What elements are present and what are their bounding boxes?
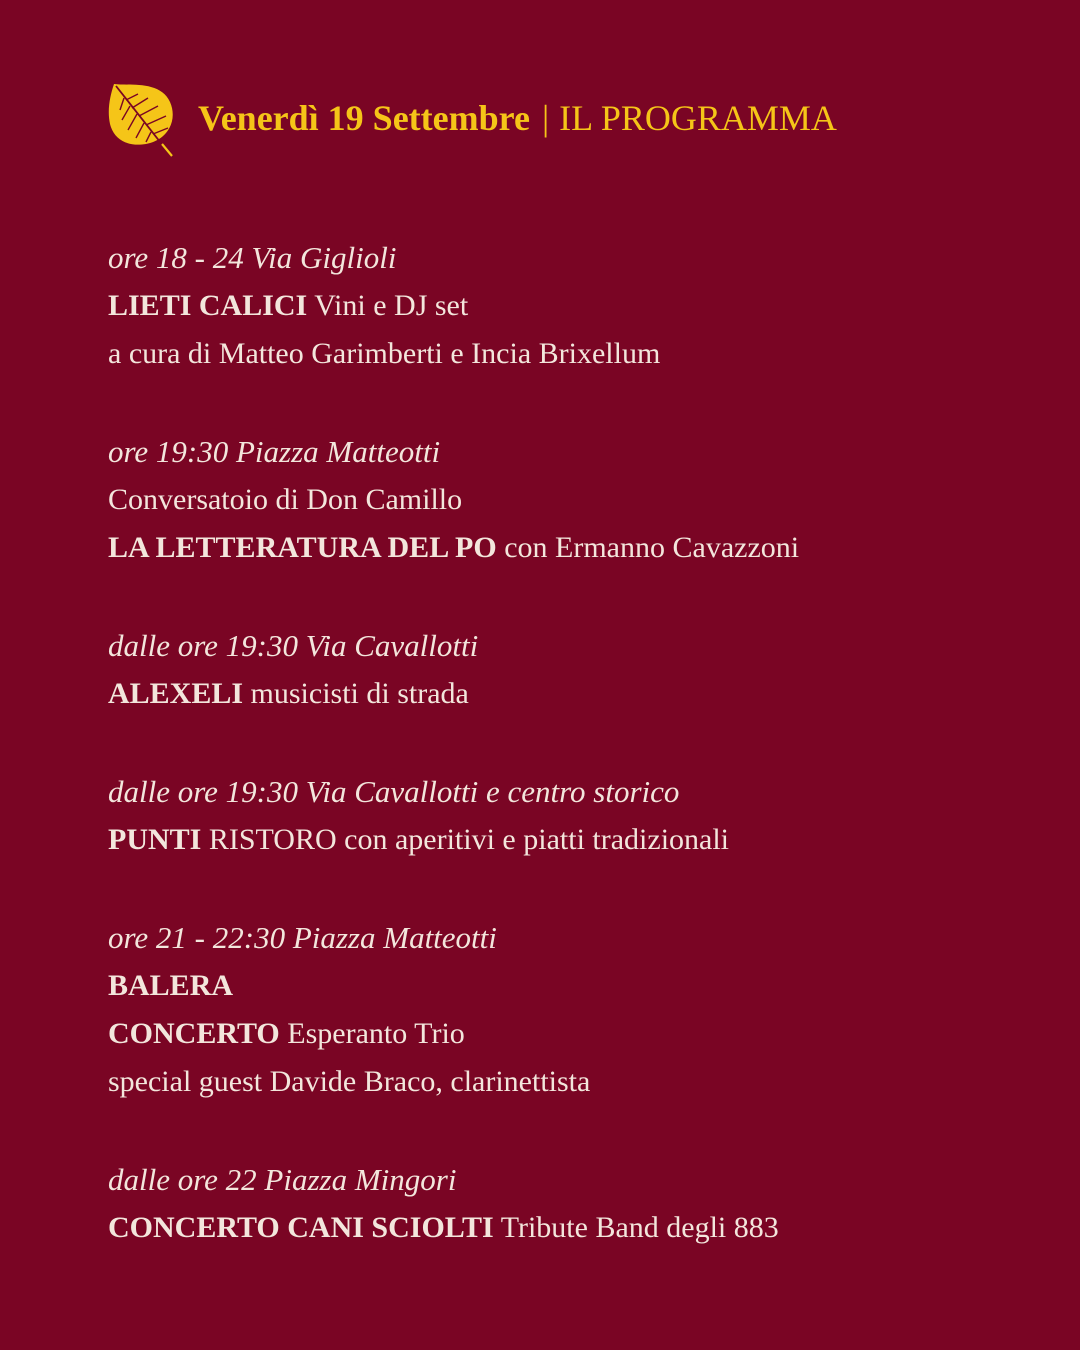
event-highlight: BALERA — [108, 969, 234, 1002]
event-detail: RISTORO con aperitivi e piatti tradizionali — [201, 823, 730, 856]
event-date: Venerdì 19 Settembre — [198, 98, 530, 138]
event-time-location: dalle ore 22 Piazza Mingori — [108, 1162, 457, 1197]
event-line — [108, 526, 1048, 574]
program-title: IL PROGRAMMA — [559, 98, 837, 138]
event-item — [108, 770, 1048, 866]
event-time-location: dalle ore 19:30 Via Cavallotti — [108, 628, 479, 663]
event-highlight: CONCERTO — [108, 1017, 280, 1050]
event-detail: Tribute Band degli 883 — [493, 1211, 779, 1244]
event-detail: Esperanto Trio — [279, 1017, 465, 1050]
event-time-location: dalle ore 19:30 Via Cavallotti e centro storico — [108, 774, 680, 809]
title-separator: | — [541, 98, 550, 138]
event-highlight: LIETI CALICI — [108, 289, 308, 322]
event-highlight: CONCERTO CANI SCIOLTI — [108, 1211, 494, 1244]
event-line — [108, 284, 1048, 332]
event-item — [108, 430, 1048, 574]
header — [108, 80, 837, 160]
event-item — [108, 916, 1048, 1108]
event-line — [108, 1060, 1048, 1108]
event-line — [108, 478, 1048, 526]
event-time-location: ore 21 - 22:30 Piazza Matteotti — [108, 920, 497, 955]
event-line — [108, 332, 1048, 380]
event-detail: a cura di Matteo Garimberti e Incia Brixellum — [108, 337, 661, 370]
event-line — [108, 818, 1048, 866]
program-list — [108, 236, 1048, 1254]
event-highlight: ALEXELI — [108, 677, 244, 710]
event-time-location: ore 18 - 24 Via Giglioli — [108, 240, 397, 275]
header-title — [198, 98, 837, 138]
leaf-icon — [108, 80, 178, 160]
event-time-location: ore 19:30 Piazza Matteotti — [108, 434, 441, 469]
event-highlight: PUNTI — [108, 823, 202, 856]
event-line — [108, 1206, 1048, 1254]
event-detail: musicisti di strada — [243, 677, 469, 710]
event-item — [108, 236, 1048, 380]
event-detail: special guest Davide Braco, clarinettista — [108, 1065, 591, 1098]
event-line — [108, 672, 1048, 720]
event-detail: con Ermanno Cavazzoni — [496, 531, 800, 564]
event-detail: Vini e DJ set — [307, 289, 469, 322]
event-item — [108, 624, 1048, 720]
event-item — [108, 1158, 1048, 1254]
event-line — [108, 1012, 1048, 1060]
event-detail: Conversatoio di Don Camillo — [108, 483, 463, 516]
event-highlight: LA LETTERATURA DEL PO — [108, 531, 497, 564]
event-line — [108, 964, 1048, 1012]
